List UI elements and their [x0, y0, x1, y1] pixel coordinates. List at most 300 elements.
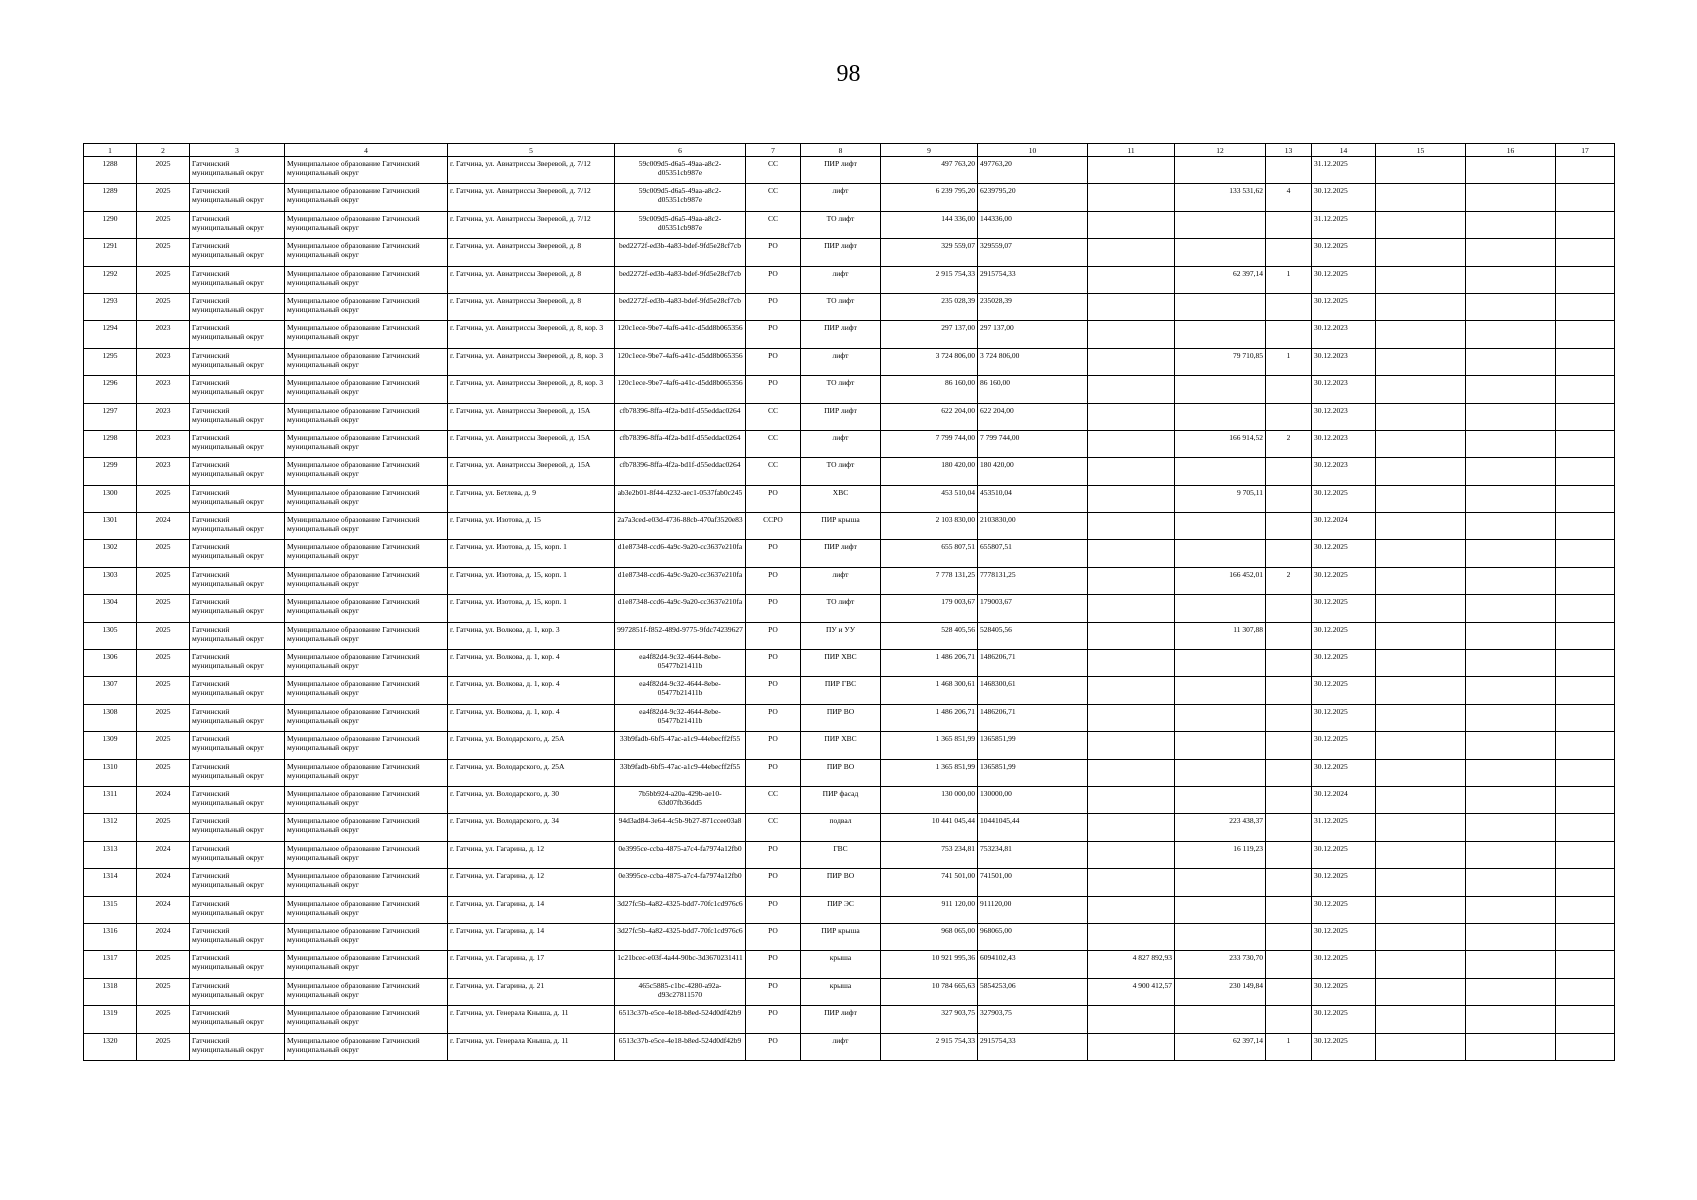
house-id-cell: d1e87348-ccd6-4a9c-9a20-cc3637e210fa [615, 540, 746, 567]
empty-cell-16 [1466, 732, 1556, 759]
fund-amount-cell: 7778131,25 [978, 567, 1088, 594]
district-cell: Гатчинский муниципальный округ [190, 567, 285, 594]
subsidy-amount-cell [1088, 814, 1175, 841]
extra-amount-cell [1175, 403, 1266, 430]
row-number: 1318 [84, 978, 137, 1005]
total-cost-cell: 86 160,00 [881, 376, 978, 403]
column-header-3: 3 [190, 144, 285, 157]
deadline-cell: 30.12.2025 [1312, 567, 1376, 594]
count-cell [1266, 157, 1312, 184]
address-cell: г. Гатчина, ул. Володарского, д. 25А [448, 759, 615, 786]
fund-amount-cell: 1468300,61 [978, 677, 1088, 704]
house-id-cell: ea4f82d4-9c32-4644-8ebe-05477b21411b [615, 650, 746, 677]
year-cell: 2025 [137, 485, 190, 512]
empty-cell-15 [1376, 321, 1466, 348]
fund-type-cell: РО [746, 293, 801, 320]
table-row [84, 540, 1615, 567]
municipality-cell: Муниципальное образование Гатчинский муниципальный округ [285, 650, 448, 677]
empty-cell-16 [1466, 485, 1556, 512]
extra-amount-cell [1175, 540, 1266, 567]
column-header-1: 1 [84, 144, 137, 157]
district-cell: Гатчинский муниципальный округ [190, 814, 285, 841]
table-row [84, 348, 1615, 375]
table-row [84, 841, 1615, 868]
subsidy-amount-cell [1088, 430, 1175, 457]
empty-cell-17 [1556, 211, 1615, 238]
empty-cell-17 [1556, 567, 1615, 594]
municipality-cell: Муниципальное образование Гатчинский муниципальный округ [285, 485, 448, 512]
year-cell: 2024 [137, 896, 190, 923]
table-row [84, 1033, 1615, 1060]
extra-amount-cell: 166 452,01 [1175, 567, 1266, 594]
empty-cell-17 [1556, 732, 1615, 759]
row-number: 1297 [84, 403, 137, 430]
work-type-cell: лифт [801, 184, 881, 211]
municipality-cell: Муниципальное образование Гатчинский муниципальный округ [285, 403, 448, 430]
empty-cell-16 [1466, 1033, 1556, 1060]
empty-cell-16 [1466, 1006, 1556, 1033]
fund-type-cell: РО [746, 841, 801, 868]
fund-amount-cell: 2103830,00 [978, 513, 1088, 540]
table-row [84, 978, 1615, 1005]
empty-cell-15 [1376, 157, 1466, 184]
year-cell: 2025 [137, 951, 190, 978]
row-number: 1320 [84, 1033, 137, 1060]
row-number: 1304 [84, 595, 137, 622]
district-cell: Гатчинский муниципальный округ [190, 376, 285, 403]
municipality-cell: Муниципальное образование Гатчинский муниципальный округ [285, 239, 448, 266]
empty-cell-17 [1556, 1033, 1615, 1060]
fund-type-cell: РО [746, 759, 801, 786]
empty-cell-15 [1376, 704, 1466, 731]
fund-amount-cell: 130000,00 [978, 786, 1088, 813]
municipality-cell: Муниципальное образование Гатчинский муниципальный округ [285, 595, 448, 622]
district-cell: Гатчинский муниципальный округ [190, 485, 285, 512]
row-number: 1302 [84, 540, 137, 567]
empty-cell-15 [1376, 1033, 1466, 1060]
work-type-cell: ПИР ВО [801, 759, 881, 786]
address-cell: г. Гатчина, ул. Изотова, д. 15, корп. 1 [448, 567, 615, 594]
column-number-row [84, 144, 1615, 157]
count-cell [1266, 759, 1312, 786]
column-header-2: 2 [137, 144, 190, 157]
district-cell: Гатчинский муниципальный округ [190, 732, 285, 759]
fund-amount-cell: 911120,00 [978, 896, 1088, 923]
total-cost-cell: 235 028,39 [881, 293, 978, 320]
work-type-cell: ТО лифт [801, 458, 881, 485]
subsidy-amount-cell [1088, 184, 1175, 211]
deadline-cell: 30.12.2023 [1312, 458, 1376, 485]
empty-cell-17 [1556, 814, 1615, 841]
total-cost-cell: 180 420,00 [881, 458, 978, 485]
empty-cell-17 [1556, 239, 1615, 266]
house-id-cell: cfb78396-8ffa-4f2a-bd1f-d55eddac0264 [615, 403, 746, 430]
row-number: 1313 [84, 841, 137, 868]
row-number: 1293 [84, 293, 137, 320]
district-cell: Гатчинский муниципальный округ [190, 896, 285, 923]
fund-amount-cell: 528405,56 [978, 622, 1088, 649]
table-row [84, 595, 1615, 622]
year-cell: 2025 [137, 622, 190, 649]
district-cell: Гатчинский муниципальный округ [190, 403, 285, 430]
row-number: 1319 [84, 1006, 137, 1033]
work-type-cell: ПИР ВО [801, 869, 881, 896]
empty-cell-16 [1466, 540, 1556, 567]
address-cell: г. Гатчина, ул. Волкова, д. 1, кор. 3 [448, 622, 615, 649]
count-cell [1266, 540, 1312, 567]
work-type-cell: крыша [801, 978, 881, 1005]
fund-amount-cell: 453510,04 [978, 485, 1088, 512]
subsidy-amount-cell [1088, 923, 1175, 950]
table-row [84, 869, 1615, 896]
work-type-cell: ПИР лифт [801, 540, 881, 567]
empty-cell-15 [1376, 595, 1466, 622]
deadline-cell: 30.12.2025 [1312, 704, 1376, 731]
address-cell: г. Гатчина, ул. Гагарина, д. 14 [448, 923, 615, 950]
row-number: 1301 [84, 513, 137, 540]
empty-cell-15 [1376, 348, 1466, 375]
house-id-cell: 0e3995ce-ccba-4875-a7c4-fa7974a12fb0 [615, 841, 746, 868]
empty-cell-15 [1376, 376, 1466, 403]
table-row [84, 403, 1615, 430]
empty-cell-17 [1556, 759, 1615, 786]
empty-cell-16 [1466, 513, 1556, 540]
house-id-cell: 120c1ece-9be7-4af6-a41c-d5dd8b065356 [615, 321, 746, 348]
house-id-cell: 465c5885-c1bc-4280-a92a-d93c27811570 [615, 978, 746, 1005]
total-cost-cell: 741 501,00 [881, 869, 978, 896]
subsidy-amount-cell [1088, 239, 1175, 266]
row-number: 1316 [84, 923, 137, 950]
subsidy-amount-cell: 4 827 892,93 [1088, 951, 1175, 978]
count-cell [1266, 841, 1312, 868]
table-row [84, 677, 1615, 704]
deadline-cell: 30.12.2025 [1312, 1006, 1376, 1033]
extra-amount-cell [1175, 650, 1266, 677]
extra-amount-cell: 230 149,84 [1175, 978, 1266, 1005]
address-cell: г. Гатчина, ул. Изотова, д. 15, корп. 1 [448, 540, 615, 567]
year-cell: 2023 [137, 430, 190, 457]
district-cell: Гатчинский муниципальный округ [190, 293, 285, 320]
address-cell: г. Гатчина, ул. Волкова, д. 1, кор. 4 [448, 650, 615, 677]
house-id-cell: 9972851f-f852-489d-9775-9fdc74239627 [615, 622, 746, 649]
district-cell: Гатчинский муниципальный округ [190, 266, 285, 293]
extra-amount-cell: 166 914,52 [1175, 430, 1266, 457]
year-cell: 2025 [137, 1033, 190, 1060]
municipality-cell: Муниципальное образование Гатчинский муниципальный округ [285, 622, 448, 649]
address-cell: г. Гатчина, ул. Авиатриссы Зверевой, д. 8, кор. 3 [448, 348, 615, 375]
count-cell [1266, 211, 1312, 238]
total-cost-cell: 6 239 795,20 [881, 184, 978, 211]
empty-cell-16 [1466, 458, 1556, 485]
district-cell: Гатчинский муниципальный округ [190, 1006, 285, 1033]
work-type-cell: лифт [801, 430, 881, 457]
fund-amount-cell: 655807,51 [978, 540, 1088, 567]
count-cell [1266, 951, 1312, 978]
empty-cell-17 [1556, 896, 1615, 923]
empty-cell-17 [1556, 266, 1615, 293]
empty-cell-16 [1466, 595, 1556, 622]
municipality-cell: Муниципальное образование Гатчинский муниципальный округ [285, 704, 448, 731]
row-number: 1290 [84, 211, 137, 238]
extra-amount-cell [1175, 869, 1266, 896]
empty-cell-17 [1556, 786, 1615, 813]
fund-type-cell: РО [746, 595, 801, 622]
empty-cell-16 [1466, 869, 1556, 896]
subsidy-amount-cell [1088, 869, 1175, 896]
empty-cell-16 [1466, 403, 1556, 430]
count-cell [1266, 403, 1312, 430]
empty-cell-15 [1376, 540, 1466, 567]
fund-amount-cell: 753234,81 [978, 841, 1088, 868]
row-number: 1312 [84, 814, 137, 841]
total-cost-cell: 130 000,00 [881, 786, 978, 813]
fund-amount-cell: 497763,20 [978, 157, 1088, 184]
work-type-cell: ПИР лифт [801, 239, 881, 266]
year-cell: 2025 [137, 814, 190, 841]
extra-amount-cell [1175, 513, 1266, 540]
municipality-cell: Муниципальное образование Гатчинский муниципальный округ [285, 293, 448, 320]
count-cell [1266, 896, 1312, 923]
extra-amount-cell [1175, 376, 1266, 403]
subsidy-amount-cell [1088, 513, 1175, 540]
extra-amount-cell [1175, 293, 1266, 320]
district-cell: Гатчинский муниципальный округ [190, 786, 285, 813]
extra-amount-cell [1175, 732, 1266, 759]
year-cell: 2024 [137, 513, 190, 540]
fund-type-cell: РО [746, 348, 801, 375]
empty-cell-16 [1466, 923, 1556, 950]
extra-amount-cell [1175, 321, 1266, 348]
house-id-cell: 0e3995ce-ccba-4875-a7c4-fa7974a12fb0 [615, 869, 746, 896]
deadline-cell: 30.12.2025 [1312, 540, 1376, 567]
empty-cell-16 [1466, 348, 1556, 375]
count-cell [1266, 814, 1312, 841]
total-cost-cell: 7 799 744,00 [881, 430, 978, 457]
count-cell: 2 [1266, 430, 1312, 457]
deadline-cell: 30.12.2025 [1312, 485, 1376, 512]
work-type-cell: ПИР лифт [801, 403, 881, 430]
empty-cell-17 [1556, 513, 1615, 540]
year-cell: 2024 [137, 841, 190, 868]
address-cell: г. Гатчина, ул. Волкова, д. 1, кор. 4 [448, 704, 615, 731]
subsidy-amount-cell [1088, 1033, 1175, 1060]
fund-amount-cell: 86 160,00 [978, 376, 1088, 403]
total-cost-cell: 2 915 754,33 [881, 266, 978, 293]
empty-cell-15 [1376, 430, 1466, 457]
district-cell: Гатчинский муниципальный округ [190, 540, 285, 567]
fund-type-cell: РО [746, 978, 801, 1005]
address-cell: г. Гатчина, ул. Гагарина, д. 17 [448, 951, 615, 978]
extra-amount-cell [1175, 896, 1266, 923]
deadline-cell: 30.12.2025 [1312, 869, 1376, 896]
work-type-cell: ХВС [801, 485, 881, 512]
row-number: 1296 [84, 376, 137, 403]
deadline-cell: 30.12.2025 [1312, 1033, 1376, 1060]
district-cell: Гатчинский муниципальный округ [190, 923, 285, 950]
empty-cell-15 [1376, 293, 1466, 320]
count-cell [1266, 321, 1312, 348]
table-row [84, 896, 1615, 923]
municipality-cell: Муниципальное образование Гатчинский муниципальный округ [285, 677, 448, 704]
empty-cell-17 [1556, 1006, 1615, 1033]
column-header-16: 16 [1466, 144, 1556, 157]
work-type-cell: ТО лифт [801, 376, 881, 403]
deadline-cell: 30.12.2024 [1312, 786, 1376, 813]
fund-type-cell: РО [746, 1006, 801, 1033]
fund-amount-cell: 235028,39 [978, 293, 1088, 320]
fund-type-cell: СС [746, 786, 801, 813]
fund-amount-cell: 180 420,00 [978, 458, 1088, 485]
fund-type-cell: РО [746, 540, 801, 567]
address-cell: г. Гатчина, ул. Володарского, д. 25А [448, 732, 615, 759]
work-type-cell: ГВС [801, 841, 881, 868]
column-header-15: 15 [1376, 144, 1466, 157]
total-cost-cell: 622 204,00 [881, 403, 978, 430]
year-cell: 2023 [137, 458, 190, 485]
fund-type-cell: СС [746, 430, 801, 457]
municipality-cell: Муниципальное образование Гатчинский муниципальный округ [285, 157, 448, 184]
row-number: 1317 [84, 951, 137, 978]
year-cell: 2025 [137, 239, 190, 266]
work-type-cell: ТО лифт [801, 595, 881, 622]
deadline-cell: 30.12.2025 [1312, 239, 1376, 266]
row-number: 1305 [84, 622, 137, 649]
subsidy-amount-cell [1088, 157, 1175, 184]
district-cell: Гатчинский муниципальный округ [190, 869, 285, 896]
subsidy-amount-cell [1088, 677, 1175, 704]
count-cell [1266, 650, 1312, 677]
count-cell [1266, 677, 1312, 704]
house-id-cell: 94d3ad84-3e64-4c5b-9b27-871ccee03a8 [615, 814, 746, 841]
municipality-cell: Муниципальное образование Гатчинский муниципальный округ [285, 841, 448, 868]
work-type-cell: подвал [801, 814, 881, 841]
empty-cell-16 [1466, 157, 1556, 184]
total-cost-cell: 7 778 131,25 [881, 567, 978, 594]
extra-amount-cell [1175, 786, 1266, 813]
municipality-cell: Муниципальное образование Гатчинский муниципальный округ [285, 513, 448, 540]
empty-cell-17 [1556, 622, 1615, 649]
subsidy-amount-cell [1088, 266, 1175, 293]
deadline-cell: 30.12.2023 [1312, 376, 1376, 403]
empty-cell-16 [1466, 841, 1556, 868]
fund-type-cell: РО [746, 677, 801, 704]
count-cell: 2 [1266, 567, 1312, 594]
fund-amount-cell: 144336,00 [978, 211, 1088, 238]
empty-cell-17 [1556, 293, 1615, 320]
fund-type-cell: СС [746, 184, 801, 211]
fund-amount-cell: 1486206,71 [978, 704, 1088, 731]
empty-cell-15 [1376, 567, 1466, 594]
house-id-cell: 59c009d5-d6a5-49aa-a8c2-d05351cb987e [615, 184, 746, 211]
empty-cell-15 [1376, 732, 1466, 759]
fund-amount-cell: 1486206,71 [978, 650, 1088, 677]
subsidy-amount-cell [1088, 540, 1175, 567]
subsidy-amount-cell [1088, 896, 1175, 923]
fund-amount-cell: 6094102,43 [978, 951, 1088, 978]
house-id-cell: bed2272f-ed3b-4a83-bdef-9fd5e28cf7cb [615, 239, 746, 266]
work-type-cell: ПИР лифт [801, 157, 881, 184]
fund-amount-cell: 7 799 744,00 [978, 430, 1088, 457]
empty-cell-16 [1466, 786, 1556, 813]
column-header-12: 12 [1175, 144, 1266, 157]
work-type-cell: ПИР фасад [801, 786, 881, 813]
count-cell [1266, 704, 1312, 731]
count-cell: 1 [1266, 348, 1312, 375]
empty-cell-16 [1466, 978, 1556, 1005]
address-cell: г. Гатчина, ул. Гагарина, д. 21 [448, 978, 615, 1005]
empty-cell-17 [1556, 157, 1615, 184]
work-type-cell: ПИР ХВС [801, 732, 881, 759]
total-cost-cell: 2 915 754,33 [881, 1033, 978, 1060]
total-cost-cell: 528 405,56 [881, 622, 978, 649]
total-cost-cell: 497 763,20 [881, 157, 978, 184]
extra-amount-cell [1175, 704, 1266, 731]
house-id-cell: 120c1ece-9be7-4af6-a41c-d5dd8b065356 [615, 348, 746, 375]
subsidy-amount-cell [1088, 376, 1175, 403]
count-cell [1266, 786, 1312, 813]
total-cost-cell: 10 921 995,36 [881, 951, 978, 978]
fund-type-cell: РО [746, 567, 801, 594]
fund-amount-cell: 329559,07 [978, 239, 1088, 266]
house-id-cell: 33b9fadb-6bf5-47ac-a1c9-44ebecff2f55 [615, 732, 746, 759]
municipality-cell: Муниципальное образование Гатчинский муниципальный округ [285, 732, 448, 759]
fund-type-cell: РО [746, 704, 801, 731]
total-cost-cell: 10 784 665,63 [881, 978, 978, 1005]
empty-cell-15 [1376, 650, 1466, 677]
district-cell: Гатчинский муниципальный округ [190, 211, 285, 238]
column-header-17: 17 [1556, 144, 1615, 157]
fund-type-cell: СС [746, 814, 801, 841]
district-cell: Гатчинский муниципальный округ [190, 321, 285, 348]
municipality-cell: Муниципальное образование Гатчинский муниципальный округ [285, 376, 448, 403]
empty-cell-17 [1556, 376, 1615, 403]
fund-amount-cell: 1365851,99 [978, 732, 1088, 759]
district-cell: Гатчинский муниципальный округ [190, 759, 285, 786]
row-number: 1298 [84, 430, 137, 457]
fund-amount-cell: 968065,00 [978, 923, 1088, 950]
municipality-cell: Муниципальное образование Гатчинский муниципальный округ [285, 458, 448, 485]
row-number: 1315 [84, 896, 137, 923]
count-cell [1266, 869, 1312, 896]
municipality-cell: Муниципальное образование Гатчинский муниципальный округ [285, 951, 448, 978]
empty-cell-16 [1466, 759, 1556, 786]
address-cell: г. Гатчина, ул. Авиатриссы Зверевой, д. 7/12 [448, 211, 615, 238]
subsidy-amount-cell [1088, 293, 1175, 320]
fund-type-cell: РО [746, 923, 801, 950]
extra-amount-cell: 233 730,70 [1175, 951, 1266, 978]
table-row [84, 239, 1615, 266]
fund-type-cell: РО [746, 951, 801, 978]
table-row [84, 293, 1615, 320]
municipality-cell: Муниципальное образование Гатчинский муниципальный округ [285, 923, 448, 950]
row-number: 1289 [84, 184, 137, 211]
empty-cell-16 [1466, 376, 1556, 403]
house-id-cell: bed2272f-ed3b-4a83-bdef-9fd5e28cf7cb [615, 266, 746, 293]
empty-cell-15 [1376, 759, 1466, 786]
fund-amount-cell: 2915754,33 [978, 1033, 1088, 1060]
total-cost-cell: 1 468 300,61 [881, 677, 978, 704]
address-cell: г. Гатчина, ул. Володарского, д. 34 [448, 814, 615, 841]
fund-type-cell: РО [746, 869, 801, 896]
year-cell: 2023 [137, 348, 190, 375]
empty-cell-15 [1376, 978, 1466, 1005]
year-cell: 2025 [137, 157, 190, 184]
deadline-cell: 30.12.2025 [1312, 759, 1376, 786]
address-cell: г. Гатчина, ул. Гагарина, д. 12 [448, 869, 615, 896]
year-cell: 2025 [137, 595, 190, 622]
deadline-cell: 30.12.2024 [1312, 513, 1376, 540]
total-cost-cell: 1 486 206,71 [881, 650, 978, 677]
